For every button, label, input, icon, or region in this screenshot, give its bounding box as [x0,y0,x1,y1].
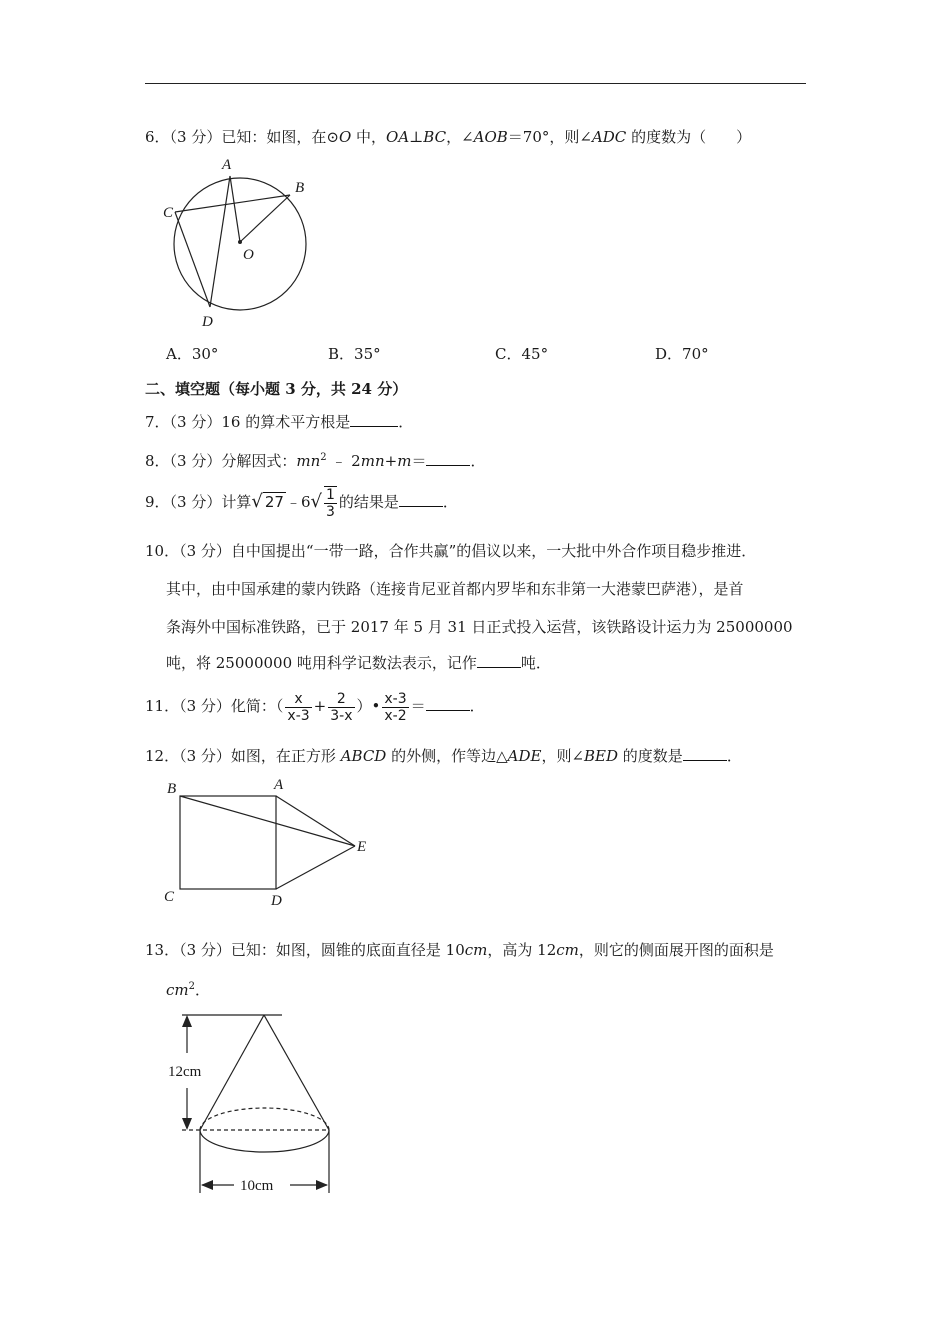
segment-be [180,796,355,846]
arrow-up-icon [182,1015,192,1027]
option-a: A．30° [166,345,219,363]
question-8: 8．（3 分）分解因式：$mn^2$ ﹣ 2mn+m＝ ． [145,452,486,470]
label-o: O [243,247,254,263]
question-10-line4: 吨，将 25000000 吨用科学记数法表示，记作 吨． [166,654,551,672]
option-b: B．35° [328,345,381,363]
question-13: 13．（3 分）已知：如图，圆锥的底面直径是 10cm，高为 12cm，则它的侧面展开图的面积是 [145,941,774,959]
arrow-right-icon [316,1180,328,1190]
question-10: 10．（3 分）自中国提出“一带一路，合作共赢”的倡议以来，一大批中外合作项目稳步推进． [145,542,757,560]
segment-de [276,846,355,889]
option-c: C．45° [495,345,549,363]
question-6: 6．（3 分）已知：如图，在⊙O 中，OA⊥BC，∠AOB＝70°，则∠ADC 的度数为（ ） [145,128,752,146]
segment-ad [210,176,230,307]
answer-blank[interactable] [426,451,470,466]
section-title: 二、填空题（每小题 3 分，共 24 分） [145,380,408,398]
label-b: B [167,781,177,797]
label-c: C [164,889,175,905]
question-11: 11．（3 分）化简：（ $\frac{x}{x-3}$ + $\frac{2}{3-x}$ ）• $\frac{x-3}{x-2}$ ＝ ． [145,690,485,724]
square-diagram [160,775,380,910]
base-back-dashed [200,1108,329,1130]
cone-side-left [200,1015,264,1130]
segment-ae [276,796,355,846]
sqrt-symbol: √ [310,491,322,512]
arrow-left-icon [201,1180,213,1190]
circle-diagram [160,152,320,332]
question-10-line3: 条海外中国标准铁路，已于 2017 年 5 月 31 日正式投入运营，该铁路设计运力为 25000000 [166,618,793,636]
question-7: 7．（3 分）16 的算术平方根是 ． [145,413,414,431]
question-10-line2: 其中，由中国承建的蒙内铁路（连接肯尼亚首都内罗毕和东非第一大港蒙巴萨港），是首 [166,580,744,598]
label-a: A [274,777,284,793]
header-rule [145,83,806,84]
answer-blank[interactable] [350,412,398,427]
label-b: B [295,180,305,196]
segment-ao [230,176,240,242]
label-d: D [202,314,213,330]
segment-cd [175,212,210,307]
label-a: A [222,157,232,173]
question-13-line2: $cm^2$． [166,981,211,999]
segment-ob [240,195,290,242]
option-d: D．70° [655,345,709,363]
label-e: E [357,839,367,855]
answer-blank[interactable] [426,696,470,711]
base-front [200,1130,329,1152]
question-9: 9．（3 分）计算√ 27 ﹣6√ $\frac{1}{3}$ 的结果是 ． [145,487,458,520]
chord-ca [175,195,290,212]
arrow-down-icon [182,1118,192,1130]
center-dot [238,240,242,244]
question-12: 12．（3 分）如图，在正方形 ABCD 的外侧，作等边△ADE，则∠BED 的度数是 ． [145,747,742,765]
height-label: 12cm [168,1064,202,1080]
answer-blank[interactable] [399,492,443,507]
label-c: C [163,205,174,221]
sqrt-symbol: √ [251,491,263,512]
label-d: D [271,893,282,909]
diameter-label: 10cm [240,1178,274,1194]
cone-side-right [264,1015,329,1130]
answer-blank[interactable] [477,653,521,668]
answer-blank[interactable] [683,746,727,761]
cone-diagram [160,1005,360,1205]
